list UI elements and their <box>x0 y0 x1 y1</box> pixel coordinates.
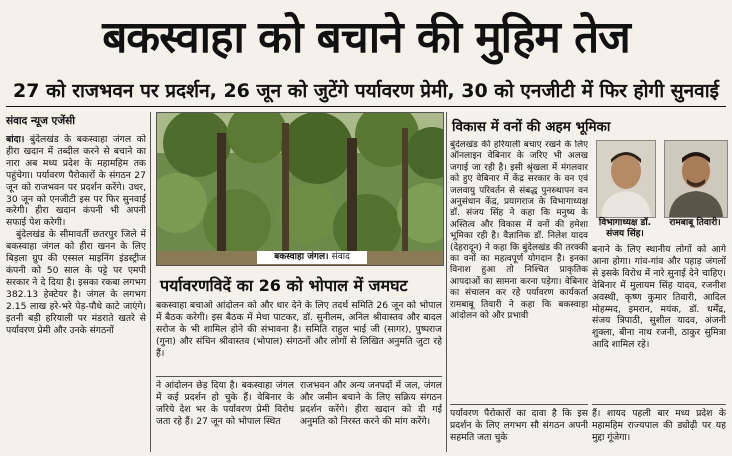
headline: बकस्वाहा को बचाने की मुहिम तेज <box>102 12 630 63</box>
right-col2-bottom: हैं। शायद पहली बार मध्य प्रदेश के महामहिम राज्यपाल की ड्योढ़ी पर यह मुद्दा गूंजेगा। <box>592 408 726 443</box>
center-col-a: ने आंदोलन छेड़ दिया है। बकस्वाहा जंगल में कई प्रदर्शन हो चुके हैं। वेबिनार के जरिये देश भर के पर्यावरण प्रेमी विरोध जता रहे हैं। 27 जून को भोपाल स्थित <box>156 380 294 427</box>
photo-caption <box>257 251 367 264</box>
column-rule-right <box>446 112 447 452</box>
portrait-caption-1: विभागाध्यक्ष डॉ. संजय सिंह। <box>598 218 652 239</box>
right-divider-2 <box>592 404 726 405</box>
column-rule <box>150 112 151 452</box>
dateline: बांदा। <box>6 134 25 145</box>
center-col-b: राजभवन और अन्य जनपदों में जल, जंगल और जमीन बचाने के लिए सक्रिय संगठन प्रदर्शन करेंगे। हीरा खदान को दी गई अनुमति को निरस्त करने की मांग करेंगे। <box>300 380 442 427</box>
subheadline: 27 को राजभवन पर प्रदर्शन, 26 जून को जुटेंगे पर्यावरण प्रेमी, 30 को एनजीटी में फिर होगी सुनवाई <box>13 80 719 102</box>
divider <box>6 106 726 107</box>
right-divider <box>450 404 588 405</box>
right-col1-bottom: पर्यावरण पैरोकारों का दावा है कि इस प्रदर्शन के लिए लगभग सौ संगठन अपनी सहमति जता चुके <box>450 408 588 443</box>
right-col1-text: बुंदेलखंड की हरियाली बचाए रखने के लिए ऑनलाइन वेबिनार के जरिए भी अलख जगाई जा रही है। इसी श्रृंखला में मंगलवार को हुए वेबिनार में केंद्र सरकार के वन एवं जलवायु परिवर्तन से संबद्ध पुनस्र्थापन वन अनुसंधान केंद्र, प्रयागराज के विभागाध्यक्ष डॉ. संजय सिंह ने कहा कि मनुष्य के अस्तित्व और विकास में वनों की हमेशा भूमिका रही है। वैज्ञानिक डॉ. निलेश यादव (देहरादून) ने कहा कि बुंदेलखंड की तरक्की का वनों का महत्वपूर्ण योगदान है। इनका विनाश हुआ तो निश्चित प्राकृतिक आपदाओं का सामना करना पड़ेगा। वेबिनार का संचालन कर रहे पर्यावरण कार्यकर्ता रामबाबू तिवारी ने कहा कि बकस्वाहा आंदोलन को और प्रभावी <box>450 140 588 322</box>
left-para-2: बुंदेलखंड के सीमावर्ती छतरपुर जिले में बकस्वाहा जंगल को हीरा खनन के लिए बिड़ला ग्रुप की एस्सल माइनिंग इंडस्ट्रीज कंपनी को 50 साल के पट्टे पर एमपी सरकार ने दे दिया है। इसका रकबा लगभग 382.13 हेक्टेयर है। जंगल के लगभग 2.15 लाख हरे-भरे पेड़-पौधे काटे जाएंगे। इतनी बड़ी हरियाली पर मंडराते खतरे से पर्यावरण प्रेमी और उनके संगठनों <box>6 229 146 336</box>
left-para-1: बुंदेलखंड के बकस्वाहा जंगल को हीरा खदान में तब्दील करने से बचाने का नारा अब मध्य प्रदेश के महामहिम तक पहुंचेगा। पर्यावरण पैरोकारों के संगठन 27 जून को राजभवन पर प्रदर्शन करेंगे। उधर, 30 जून को एनजीटी इस पर फिर सुनवाई करेगी। हीरा खदान कंपनी भी अपनी सफाई पेश करेगी। <box>6 134 146 229</box>
photo-credit: संवाद <box>331 252 350 262</box>
portrait-rambabu-tiwari <box>664 140 728 218</box>
portrait-sanjay-singh <box>596 140 656 218</box>
person-photo-icon <box>597 141 655 217</box>
right-col2-text: बनाने के लिए स्थानीय लोगों को आगे आना होगा। गांव-गांव और पहाड़ जंगलों से इसके विरोध में नारे सुनाई देने चाहिए। वेबिनार में मुलायम सिंह यादव, रजनीश अवस्थी, कृष्ण कुमार तिवारी, आदिल मोहम्मद, इमरान, मयंक, डॉ. धर्मेंद्र, संजय त्रिपाठी, सुशील यादव, अंजनी शुक्ला, बीना नाथ रजनी, ठाकुर सुमित्रा आदि शामिल रहे। <box>592 244 726 351</box>
forest-photo <box>156 112 444 266</box>
photo-caption-text: बकस्वाहा जंगल। <box>274 252 329 262</box>
forest-image <box>157 113 443 265</box>
center-heading: पर्यावरणविदें का 26 को भोपाल में जमघट <box>160 276 408 295</box>
center-divider <box>156 376 442 377</box>
byline: संवाद न्यूज एजेंसी <box>6 115 75 127</box>
left-column-text <box>6 134 146 454</box>
right-heading: विकास में वनों की अहम भूमिका <box>452 119 611 135</box>
portrait-caption-2: रामबाबू तिवारी। <box>669 218 721 228</box>
center-para: बकस्वाहा बचाओ आंदोलन को और धार देने के लिए तदर्थ समिति 26 जून को भोपाल में बैठक करेगी। इस बैठक में मेधा पाटकर, डॉ. सुनीलम, अनिल श्रीवास्तव और बादल सरोज के भी शामिल होने की संभावना है। समिति राहुल भाई जी (सागर), पुष्पराज (गुना) और संचिन श्रीवास्तव (भोपाल) संगठनों और लोगों से लिखित अनुमति जुटा रहे हैं। <box>156 300 442 359</box>
person-photo-icon <box>665 141 727 217</box>
